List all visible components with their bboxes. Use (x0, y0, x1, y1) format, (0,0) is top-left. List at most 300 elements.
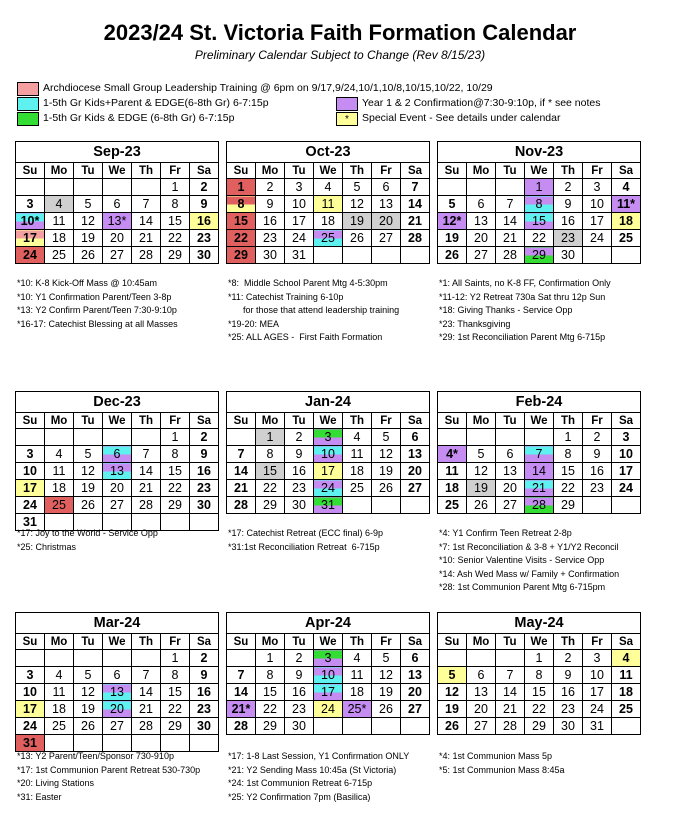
day-cell: 2 (190, 179, 219, 196)
calendar-note: *17: 1st Communion Parent Retreat 530-730p (17, 764, 201, 775)
calendar-note: *21: Y2 Sending Mass 10:45a (St Victoria) (228, 764, 397, 775)
day-cell (612, 247, 641, 264)
day-cell: 8 (554, 446, 583, 463)
week-row (438, 196, 641, 213)
day-cell: 13 (401, 667, 430, 684)
weekday-header: Tu (74, 413, 103, 429)
day-cell: 9 (583, 446, 612, 463)
calendar-note: *28: 1st Communion Parent Mtg 6-715pm (439, 582, 606, 592)
day-cell: 5 (372, 429, 401, 446)
weekday-header: Fr (372, 634, 401, 650)
day-cell: 7 (401, 179, 430, 196)
weekday-header: Tu (74, 163, 103, 179)
day-cell: 28 (496, 718, 525, 735)
day-cell: 27 (103, 718, 132, 735)
calendar-note: *14: Ash Wed Mass w/ Family + Confirmation (439, 568, 620, 579)
day-cell (45, 650, 74, 667)
week-row (438, 684, 641, 701)
day-cell: 3 (314, 650, 343, 667)
day-cell (314, 247, 343, 264)
calendar-oct-23 (226, 141, 430, 264)
week-row (227, 480, 430, 497)
weekday-header: Su (227, 634, 256, 650)
day-cell (438, 650, 467, 667)
day-cell: 17 (314, 684, 343, 701)
day-cell: 9 (190, 196, 219, 213)
day-cell: 23 (285, 480, 314, 497)
weekday-header: Th (132, 413, 161, 429)
day-cell (132, 429, 161, 446)
day-cell: 13 (467, 213, 496, 230)
weekday-header: Sa (612, 163, 641, 179)
day-cell: 5 (74, 196, 103, 213)
week-row (16, 463, 219, 480)
day-cell: 3 (612, 429, 641, 446)
day-cell: 5 (467, 446, 496, 463)
day-cell: 12 (372, 446, 401, 463)
week-row (438, 497, 641, 514)
day-cell: 7 (227, 446, 256, 463)
day-cell: 2 (190, 429, 219, 446)
week-row (16, 735, 219, 752)
day-cell: 3 (285, 179, 314, 196)
day-cell: 4 (314, 179, 343, 196)
week-row (227, 497, 430, 514)
day-cell: 10 (583, 196, 612, 213)
weekday-header: Fr (372, 163, 401, 179)
month-title: Sep-23 (16, 142, 219, 163)
day-cell: 3 (314, 429, 343, 446)
day-cell: 18 (45, 480, 74, 497)
day-cell: 24 (285, 230, 314, 247)
week-row (16, 213, 219, 230)
week-row (227, 213, 430, 230)
day-cell: 14 (227, 463, 256, 480)
week-row (16, 684, 219, 701)
day-cell: 23 (190, 701, 219, 718)
week-row (16, 230, 219, 247)
day-cell: 5 (74, 446, 103, 463)
day-cell: 17 (583, 684, 612, 701)
weekday-header: Mo (45, 634, 74, 650)
weekday-header: We (525, 634, 554, 650)
day-cell (74, 429, 103, 446)
day-cell: 6 (496, 446, 525, 463)
day-cell (16, 179, 45, 196)
calendar-note: for those that attend leadership training (228, 305, 400, 315)
weekday-header: Sa (401, 163, 430, 179)
day-cell: 25 (314, 230, 343, 247)
calendar-note: *29: 1st Reconciliation Parent Mtg 6-715p (439, 332, 606, 342)
weekday-header: Sa (190, 634, 219, 650)
day-cell: 20 (103, 230, 132, 247)
day-cell: 29 (227, 247, 256, 264)
day-cell: 18 (612, 684, 641, 701)
day-cell: 26 (438, 718, 467, 735)
weekday-header: Mo (467, 634, 496, 650)
day-cell: 29 (525, 247, 554, 264)
month-title: Oct-23 (227, 142, 430, 163)
day-cell: 12 (372, 667, 401, 684)
day-cell: 11 (612, 667, 641, 684)
week-row (227, 196, 430, 213)
day-cell (314, 718, 343, 735)
day-cell: 19 (467, 480, 496, 497)
week-row (227, 446, 430, 463)
calendar-note: *4: Y1 Confirm Teen Retreat 2-8p (439, 528, 572, 538)
notes-oct-23 (228, 277, 399, 345)
week-row (438, 247, 641, 264)
day-cell: 27 (103, 247, 132, 264)
day-cell: 31 (16, 514, 45, 531)
day-cell: 12 (74, 463, 103, 480)
page-subtitle: Preliminary Calendar Subject to Change (Rev 8/15/23) (194, 48, 486, 62)
day-cell: 22 (525, 701, 554, 718)
weekday-header: Th (343, 634, 372, 650)
calendar-note: *17: Catechist Retreat (ECC final) 6-9p (228, 528, 384, 538)
day-cell: 20 (496, 480, 525, 497)
day-cell: 8 (525, 667, 554, 684)
calendar-note: *1: All Saints, no K-8 FF, Confirmation Only (439, 278, 611, 288)
day-cell: 20 (372, 213, 401, 230)
legend-green (17, 111, 234, 126)
day-cell: 21 (132, 230, 161, 247)
weekday-header: Fr (161, 163, 190, 179)
day-cell: 14 (496, 213, 525, 230)
day-cell: 22 (554, 480, 583, 497)
day-cell: 24 (16, 718, 45, 735)
calendar-note: *19-20: MEA (228, 318, 280, 329)
day-cell: 26 (438, 247, 467, 264)
day-cell (496, 429, 525, 446)
week-row (227, 650, 430, 667)
day-cell: 25 (45, 247, 74, 264)
day-cell: 19 (438, 701, 467, 718)
weekday-header: We (525, 413, 554, 429)
day-cell: 2 (256, 179, 285, 196)
day-cell: 24 (16, 497, 45, 514)
day-cell: 25 (438, 497, 467, 514)
day-cell: 25 (343, 480, 372, 497)
week-row (16, 650, 219, 667)
day-cell: 19 (74, 230, 103, 247)
day-cell: 13 (401, 446, 430, 463)
day-cell: 20 (103, 480, 132, 497)
notes-may-24 (439, 750, 565, 777)
day-cell (467, 650, 496, 667)
day-cell: 23 (583, 480, 612, 497)
day-cell: 2 (285, 429, 314, 446)
notes-dec-23 (17, 527, 158, 554)
day-cell: 19 (372, 684, 401, 701)
week-row (438, 429, 641, 446)
day-cell: 20 (401, 463, 430, 480)
calendar-note: *8: Middle School Parent Mtg 4-5:30pm (228, 278, 388, 288)
day-cell: 31 (285, 247, 314, 264)
week-row (438, 718, 641, 735)
day-cell: 22 (161, 230, 190, 247)
day-cell (438, 429, 467, 446)
day-cell: 12 (343, 196, 372, 213)
day-cell: 4 (45, 667, 74, 684)
day-cell: 11 (343, 667, 372, 684)
day-cell: 30 (285, 497, 314, 514)
day-cell: 16 (285, 684, 314, 701)
day-cell: 24 (583, 701, 612, 718)
day-cell: 3 (583, 179, 612, 196)
weekday-header: Su (16, 634, 45, 650)
weekday-header: Tu (496, 163, 525, 179)
day-cell (74, 179, 103, 196)
weekday-header: Mo (45, 413, 74, 429)
day-cell: 26 (372, 480, 401, 497)
day-cell: 27 (467, 247, 496, 264)
day-cell: 15 (161, 213, 190, 230)
day-cell: 27 (401, 701, 430, 718)
week-row (438, 701, 641, 718)
day-cell: 24 (16, 247, 45, 264)
day-cell: 12 (467, 463, 496, 480)
day-cell: 4 (45, 446, 74, 463)
weekday-header: Sa (401, 634, 430, 650)
day-cell: 23 (256, 230, 285, 247)
day-cell: 2 (583, 429, 612, 446)
day-cell: 17 (16, 480, 45, 497)
day-cell: 6 (401, 650, 430, 667)
notes-mar-24 (17, 750, 200, 804)
day-cell: 12 (74, 213, 103, 230)
day-cell (103, 429, 132, 446)
day-cell (16, 650, 45, 667)
day-cell: 19 (343, 213, 372, 230)
calendar-note: *11-12: Y2 Retreat 730a Sat thru 12p Sun (439, 291, 606, 302)
weekday-header: We (314, 163, 343, 179)
weekday-header: Tu (285, 163, 314, 179)
day-cell: 19 (372, 463, 401, 480)
legend-text: Archdiocese Small Group Leadership Training @ 6pm on 9/17,9/24,10/1,10/8,10/15,10/22, 10/29 (43, 82, 493, 94)
day-cell: 8 (161, 667, 190, 684)
day-cell: 25 (45, 497, 74, 514)
week-row (438, 179, 641, 196)
day-cell: 8 (525, 196, 554, 213)
day-cell: 20 (467, 230, 496, 247)
day-cell: 30 (190, 247, 219, 264)
weekday-header: Th (554, 163, 583, 179)
day-cell: 13* (103, 213, 132, 230)
day-cell: 28 (525, 497, 554, 514)
legend-text: 1-5th Gr Kids+Parent & EDGE(6-8th Gr) 6-7:15p (43, 97, 269, 109)
day-cell (132, 650, 161, 667)
day-cell: 18 (45, 230, 74, 247)
calendar-note: *24: 1st Communion Retreat 6-715p (228, 778, 373, 788)
day-cell: 5 (438, 667, 467, 684)
day-cell: 25 (612, 230, 641, 247)
week-row (16, 497, 219, 514)
day-cell: 12 (74, 684, 103, 701)
day-cell: 1 (161, 429, 190, 446)
notes-nov-23 (439, 277, 611, 345)
weekday-header: Th (554, 634, 583, 650)
day-cell: 7 (132, 667, 161, 684)
day-cell: 6 (401, 429, 430, 446)
day-cell: 5 (372, 650, 401, 667)
calendar-note: *23: Thanksgiving (439, 318, 511, 329)
week-row (227, 718, 430, 735)
day-cell: 8 (227, 196, 256, 213)
calendar-note: *5: 1st Communion Mass 8:45a (439, 764, 565, 775)
day-cell: 16 (190, 463, 219, 480)
month-title: Nov-23 (438, 142, 641, 163)
day-cell: 19 (438, 230, 467, 247)
day-cell (74, 650, 103, 667)
weekday-header: Fr (583, 634, 612, 650)
weekday-header: Th (132, 163, 161, 179)
week-row (438, 230, 641, 247)
day-cell: 18 (343, 463, 372, 480)
day-cell: 10 (16, 684, 45, 701)
day-cell: 14 (525, 463, 554, 480)
month-title: Mar-24 (16, 613, 219, 634)
day-cell: 11 (438, 463, 467, 480)
day-cell: 17 (285, 213, 314, 230)
week-row (227, 429, 430, 446)
day-cell: 4 (612, 179, 641, 196)
day-cell (372, 718, 401, 735)
day-cell: 22 (525, 230, 554, 247)
day-cell (612, 497, 641, 514)
weekday-header: Su (227, 163, 256, 179)
day-cell: 3 (16, 196, 45, 213)
week-row (16, 179, 219, 196)
day-cell: 28 (227, 497, 256, 514)
calendar-note: *25: ALL AGES - First Faith Formation (228, 332, 383, 342)
day-cell: 16 (256, 213, 285, 230)
day-cell: 15 (525, 213, 554, 230)
week-row (16, 196, 219, 213)
day-cell: 10 (314, 667, 343, 684)
day-cell: 15 (554, 463, 583, 480)
day-cell (401, 497, 430, 514)
day-cell (467, 179, 496, 196)
legend-swatch-cyan (17, 97, 39, 111)
day-cell: 15 (256, 463, 285, 480)
weekday-header: We (103, 634, 132, 650)
day-cell: 1 (525, 650, 554, 667)
day-cell (496, 650, 525, 667)
calendar-note: *25: Y2 Confirmation 7pm (Basilica) (228, 791, 371, 802)
calendar-note: *16-17: Catechist Blessing at all Masses (17, 318, 178, 329)
day-cell: 9 (190, 446, 219, 463)
day-cell (401, 718, 430, 735)
week-row (438, 480, 641, 497)
day-cell (161, 514, 190, 531)
day-cell: 14 (401, 196, 430, 213)
day-cell: 28 (132, 247, 161, 264)
day-cell: 17 (16, 701, 45, 718)
day-cell: 30 (554, 718, 583, 735)
day-cell: 22 (256, 480, 285, 497)
calendar-note: *25: Christmas (17, 541, 77, 552)
day-cell: 26 (467, 497, 496, 514)
day-cell: 29 (256, 497, 285, 514)
day-cell: 25* (343, 701, 372, 718)
legend-yellow (336, 111, 560, 126)
day-cell: 14 (132, 463, 161, 480)
day-cell: 1 (554, 429, 583, 446)
day-cell: 13 (467, 684, 496, 701)
day-cell: 7 (496, 196, 525, 213)
weekday-header: Su (227, 413, 256, 429)
week-row (16, 480, 219, 497)
day-cell: 28 (132, 497, 161, 514)
day-cell: 11 (45, 684, 74, 701)
legend-swatch-pink (17, 82, 39, 96)
day-cell: 23 (554, 701, 583, 718)
day-cell: 2 (190, 650, 219, 667)
day-cell: 5 (74, 667, 103, 684)
day-cell: 23 (285, 701, 314, 718)
day-cell: 28 (132, 718, 161, 735)
notes-apr-24 (228, 750, 409, 804)
calendar-note: *13: Y2 Confirm Parent/Teen 7:30-9:10p (17, 305, 177, 315)
day-cell (190, 735, 219, 752)
day-cell: 21* (227, 701, 256, 718)
weekday-header: We (103, 413, 132, 429)
day-cell: 29 (525, 718, 554, 735)
weekday-header: We (314, 413, 343, 429)
day-cell: 27 (103, 497, 132, 514)
day-cell: 11* (612, 196, 641, 213)
day-cell: 9 (285, 667, 314, 684)
calendar-note: *17: 1-8 Last Session, Y1 Confirmation ONLY (228, 751, 410, 761)
weekday-header: Sa (612, 413, 641, 429)
day-cell: 16 (554, 684, 583, 701)
week-row (227, 230, 430, 247)
weekday-header: Tu (285, 634, 314, 650)
day-cell: 30 (190, 718, 219, 735)
day-cell: 26 (74, 718, 103, 735)
week-row (16, 718, 219, 735)
day-cell: 7 (132, 196, 161, 213)
day-cell: 6 (467, 667, 496, 684)
day-cell: 3 (16, 446, 45, 463)
day-cell: 6 (467, 196, 496, 213)
day-cell (132, 735, 161, 752)
calendar-note: *4: 1st Communion Mass 5p (439, 751, 553, 761)
day-cell: 30 (554, 247, 583, 264)
day-cell (190, 514, 219, 531)
day-cell (103, 650, 132, 667)
weekday-header: We (103, 163, 132, 179)
week-row (16, 429, 219, 446)
day-cell: 18 (438, 480, 467, 497)
day-cell (45, 735, 74, 752)
day-cell: 8 (161, 196, 190, 213)
day-cell: 22 (227, 230, 256, 247)
day-cell (227, 650, 256, 667)
day-cell: 22 (161, 701, 190, 718)
month-title: Jan-24 (227, 392, 430, 413)
day-cell: 21 (132, 480, 161, 497)
day-cell: 5 (438, 196, 467, 213)
month-title: Apr-24 (227, 613, 430, 634)
day-cell: 15 (161, 684, 190, 701)
day-cell: 23 (190, 480, 219, 497)
day-cell: 8 (161, 446, 190, 463)
day-cell: 31 (583, 718, 612, 735)
day-cell (467, 429, 496, 446)
day-cell: 6 (103, 196, 132, 213)
